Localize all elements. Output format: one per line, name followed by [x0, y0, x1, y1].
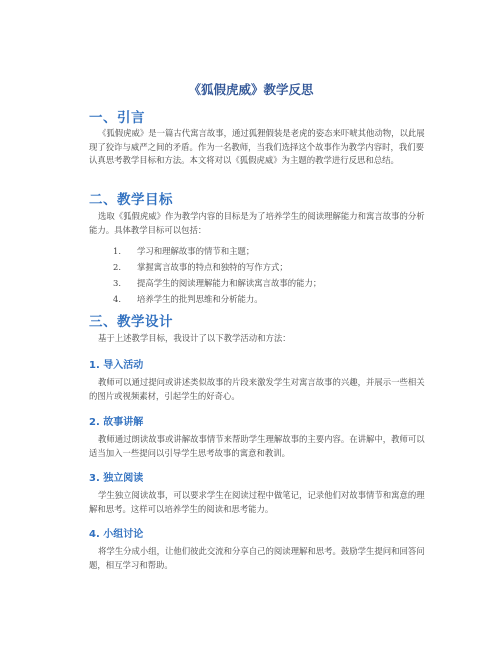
group-discussion-paragraph-text: 将学生分成小组，让他们彼此交流和分享自己的阅读理解和思考。鼓励学生提问和回答问题，相互学习和帮助。 — [89, 546, 425, 570]
independent-reading-paragraph — [89, 489, 425, 516]
section-heading-teaching-goals: 二、教学目标 — [89, 192, 173, 208]
list-item — [0, 275, 502, 291]
list-item-number: 2. — [113, 262, 121, 272]
teaching-design-paragraph — [89, 332, 425, 346]
teaching-goals-paragraph-text: 选取《狐假虎威》作为教学内容的目标是为了培养学生的阅读理解能力和寓言故事的分析能力。具体教学目标可以包括： — [89, 211, 425, 235]
group-discussion-paragraph — [89, 545, 425, 572]
teaching-goals-paragraph — [89, 210, 425, 237]
list-item — [0, 291, 502, 307]
introduction-paragraph — [89, 127, 425, 168]
list-item — [0, 259, 502, 275]
teaching-design-paragraph-text: 基于上述教学目标，我设计了以下教学活动和方法： — [98, 333, 291, 343]
subsection-heading-story-explanation: 2. 故事讲解 — [89, 417, 144, 428]
story-explanation-paragraph — [89, 433, 425, 460]
list-item — [0, 243, 502, 259]
intro-activity-paragraph-text: 教师可以通过提问或讲述类似故事的片段来激发学生对寓言故事的兴趣，并展示一些相关的图片或视频素材，引起学生的好奇心。 — [89, 377, 425, 401]
list-item-text: 掌握寓言故事的特点和独特的写作方式； — [137, 262, 288, 272]
story-explanation-paragraph-text: 教师通过朗读故事或讲解故事情节来帮助学生理解故事的主要内容。在讲解中，教师可以适当加入一些提问以引导学生思考故事的寓意和教训。 — [89, 434, 425, 458]
list-item-number: 1. — [113, 246, 121, 256]
introduction-paragraph-text: 《狐假虎威》是一篇古代寓言故事，通过狐狸假装是老虎的姿态来吓唬其他动物，以此展现了狡诈与威严之间的矛盾。作为一名教师，当我们选择这个故事作为教学内容时，我们要认真思考教学目标和方法。本文将对以《狐假虎威》为主题的教学进行反思和总结。 — [89, 128, 425, 165]
teaching-goals-list — [0, 243, 502, 307]
list-item-number: 4. — [113, 294, 121, 304]
subsection-heading-intro-activity: 1. 导入活动 — [89, 360, 144, 371]
list-item-text: 提高学生的阅读理解能力和解读寓言故事的能力； — [137, 278, 322, 288]
document-title: 《狐假虎威》教学反思 — [188, 82, 314, 97]
section-heading-introduction: 一、引言 — [89, 110, 145, 126]
intro-activity-paragraph — [89, 376, 425, 403]
list-item-text: 培养学生的批判思维和分析能力。 — [137, 294, 263, 304]
list-item-number: 3. — [113, 278, 121, 288]
section-heading-teaching-design: 三、教学设计 — [89, 314, 173, 330]
subsection-heading-group-discussion: 4. 小组讨论 — [89, 529, 144, 540]
independent-reading-paragraph-text: 学生独立阅读故事，可以要求学生在阅读过程中做笔记，记录他们对故事情节和寓意的理解和思考。这样可以培养学生的阅读和思考能力。 — [89, 490, 425, 514]
list-item-text: 学习和理解故事的情节和主题； — [137, 246, 255, 256]
subsection-heading-independent-reading: 3. 独立阅读 — [89, 473, 144, 484]
